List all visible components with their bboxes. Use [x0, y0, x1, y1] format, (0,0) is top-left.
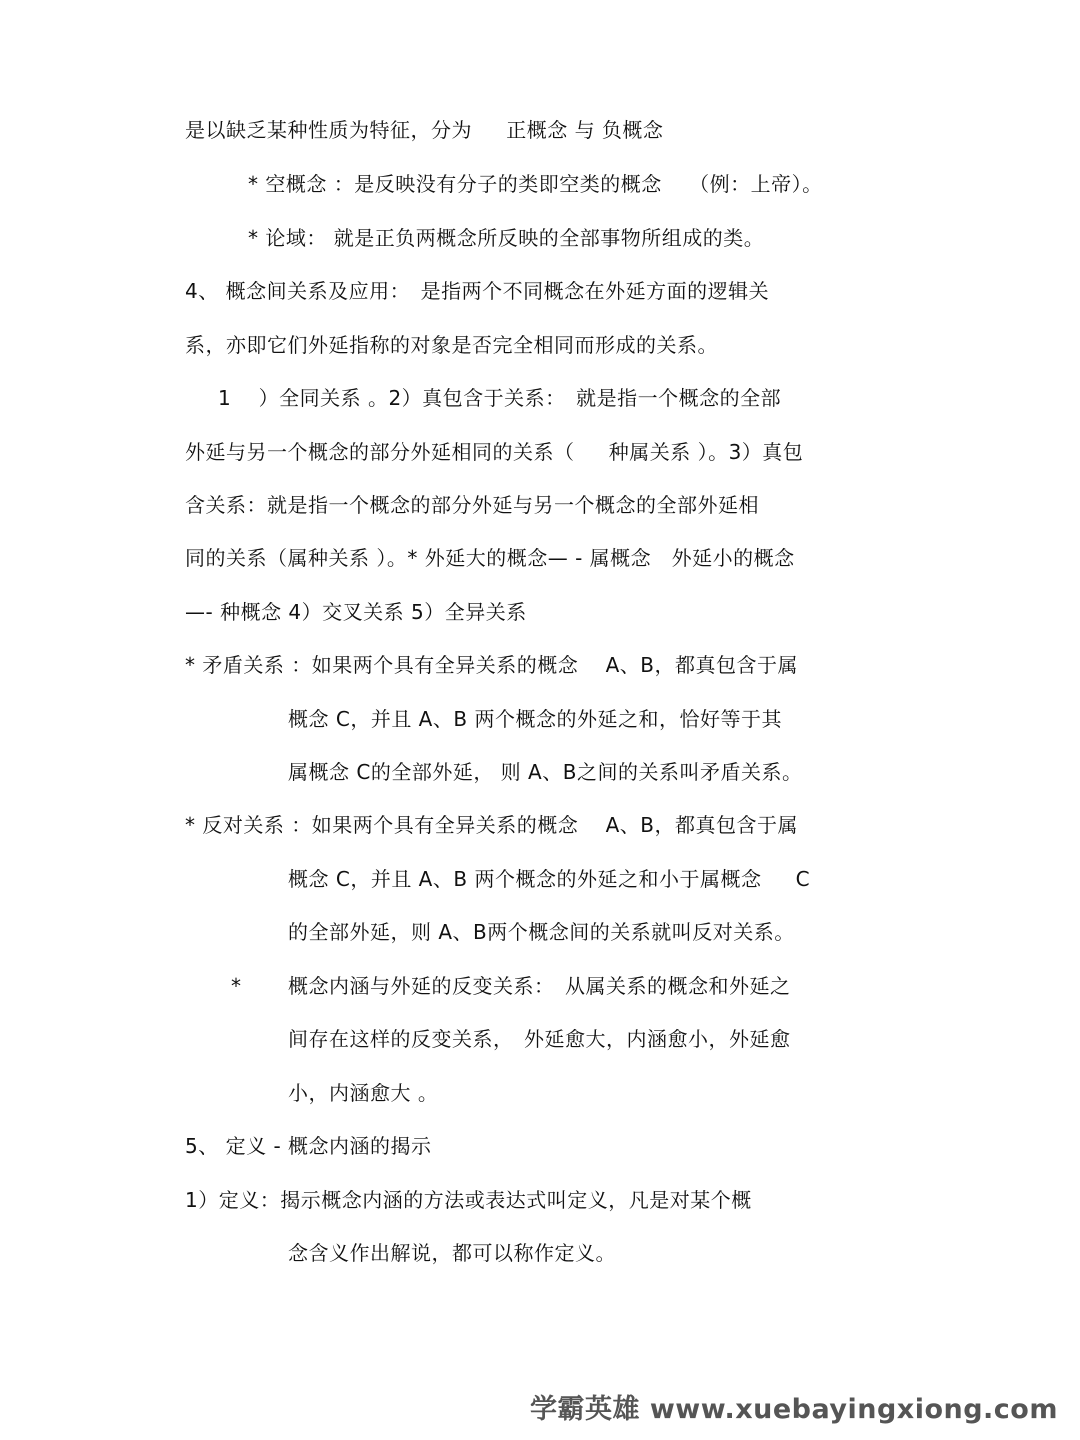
text-line: 概念 C，并且 A、B 两个概念的外延之和，恰好等于其 — [288, 707, 782, 731]
text-line: 间存在这样的反变关系， 外延愈大，内涵愈小，外延愈 — [288, 1027, 791, 1051]
text-line: 外延与另一个概念的部分外延相同的关系（ 种属关系 ）。3）真包 — [185, 440, 804, 464]
text-line: 概念 C，并且 A、B 两个概念的外延之和小于属概念 C — [288, 867, 811, 891]
watermark: 学霸英雄 www.xuebayingxiong.com — [529, 1394, 1058, 1425]
text-line: 是以缺乏某种性质为特征，分为 正概念 与 负概念 — [185, 118, 664, 142]
text-line: 1 ）全同关系 。2）真包含于关系： 就是指一个概念的全部 — [218, 386, 782, 410]
bullet-marker: * — [231, 974, 242, 998]
text-line: * 矛盾关系 ：如果两个具有全异关系的概念 A、B，都真包含于属 — [185, 653, 798, 677]
text-line: 小，内涵愈大 。 — [288, 1081, 439, 1105]
text-line: 系，亦即它们外延指称的对象是否完全相同而形成的关系。 — [185, 333, 718, 357]
text-line: 4、 概念间关系及应用： 是指两个不同概念在外延方面的逻辑关 — [185, 279, 770, 303]
text-line: * 论域： 就是正负两概念所反映的全部事物所组成的类。 — [248, 226, 765, 250]
text-line: —- 种概念 4）交叉关系 5）全异关系 — [185, 600, 527, 624]
text-line: 含关系：就是指一个概念的部分外延与另一个概念的全部外延相 — [185, 493, 759, 517]
section-heading: 5、 定义 - 概念内涵的揭示 — [185, 1134, 432, 1158]
text-line: 同的关系（属种关系 ）。* 外延大的概念— - 属概念 外延小的概念 — [185, 546, 795, 570]
text-line: 概念内涵与外延的反变关系： 从属关系的概念和外延之 — [288, 974, 791, 998]
text-line: 的全部外延，则 A、B两个概念间的关系就叫反对关系。 — [288, 920, 795, 944]
text-line: * 空概念 ：是反映没有分子的类即空类的概念 （例：上帝）。 — [248, 172, 823, 196]
text-line: 1）定义：揭示概念内涵的方法或表达式叫定义，凡是对某个概 — [185, 1188, 752, 1212]
text-line: 念含义作出解说，都可以称作定义。 — [288, 1241, 616, 1265]
text-line: 属概念 C的全部外延， 则 A、B之间的关系叫矛盾关系。 — [288, 760, 803, 784]
text-line: * 反对关系 ：如果两个具有全异关系的概念 A、B，都真包含于属 — [185, 813, 798, 837]
